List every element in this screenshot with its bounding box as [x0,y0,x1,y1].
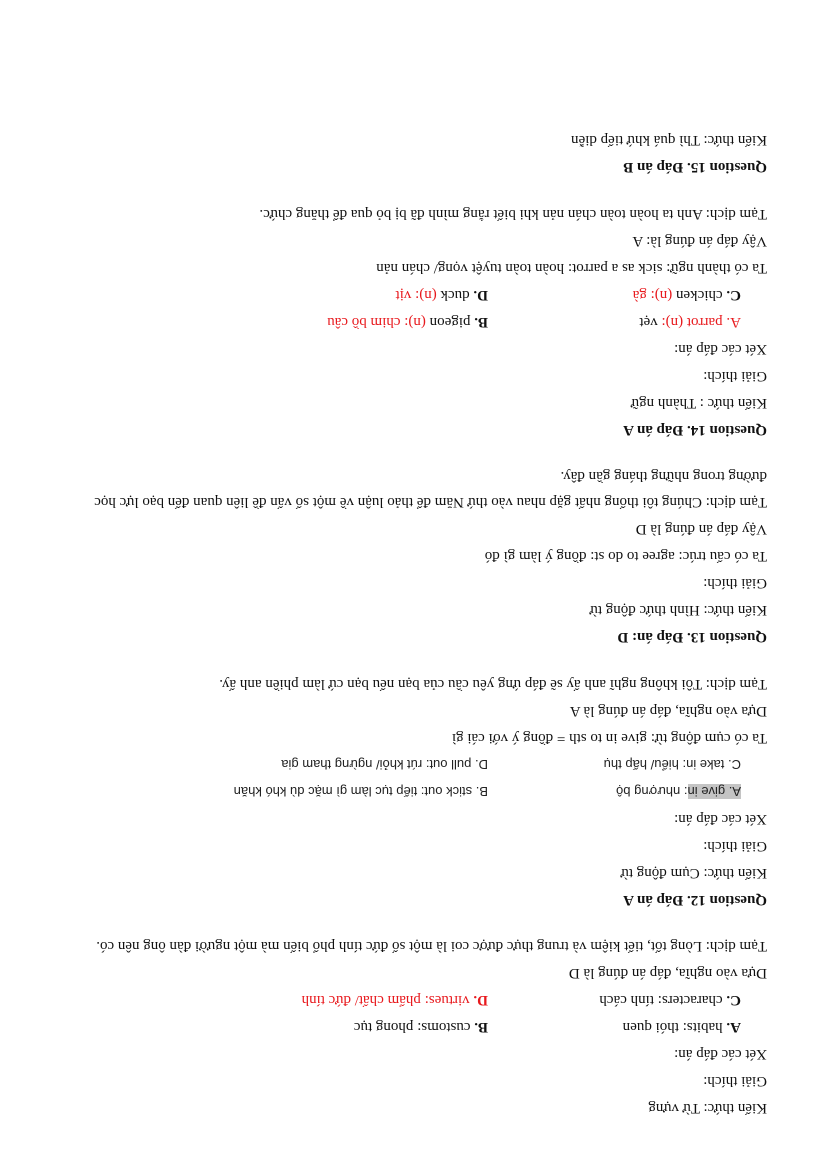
q14-idiom: Ta có thành ngữ: sick as a parrot: hoàn toàn tuyệt vọng/ chán nản [376,260,767,276]
q14-option-b: B. pigeon (n): chim bồ câu [327,314,488,330]
q11-option-a: A. habits: thói quen [622,1019,741,1035]
q13-conclusion: Vậy đáp án đúng là D [635,521,767,537]
section-gap [74,650,767,670]
q11-options-row-1 [74,1013,767,1040]
q14-options-row-2 [74,281,767,308]
section-gap [74,913,767,933]
q12-explain: Giải thích: [703,838,767,854]
q11-option-c: C. characters: tính cách [599,992,741,1008]
q14-explain: Giải thích: [703,368,767,384]
q15-heading: Question 15. Đáp án B [623,159,767,175]
q11-consider: Xét các đáp án: [674,1046,767,1062]
q11-options-row-2 [74,986,767,1013]
q13-explain: Giải thích: [703,575,767,591]
q13-translation: Tạm dịch: Chúng tôi thống nhất gặp nhau vào thứ Năm để thảo luận về một số vấn đề liên quan đến bạo lực học đường trong những tháng gần đây. [94,468,767,510]
q15-knowledge: Kiến thức: Thì quá khứ tiếp diễn [571,132,767,148]
q14-consider: Xét các đáp án: [674,341,767,357]
q12-heading: Question 12. Đáp án A [623,892,767,908]
q12-consider: Xét các đáp án: [674,811,767,827]
q14-conclusion: Vậy đáp án đúng là: A [632,233,767,249]
q11-translation: Tạm dịch: Lòng tốt, tiết kiệm và trung thực được coi là một số đức tính phổ biến mà một người đàn ông nên có. [96,938,767,954]
q12-option-d: D. pull out: rút khỏi/ ngừng tham gia [281,757,488,772]
answer-key-content [74,126,767,1121]
q14-knowledge: Kiến thức : Thành ngữ [631,395,767,411]
q11-conclusion: Dựa vào nghĩa, đáp án đúng là D [568,965,767,981]
q12-options-row-1 [74,778,767,805]
q14-option-a: A. parrot (n): vẹt [639,314,741,330]
q13-structure: Ta có cấu trúc: agree to do st: đồng ý làm gì đó [484,548,767,564]
q13-heading: Question 13. Đáp án: D [617,629,767,645]
q14-heading: Question 14. Đáp án A [623,422,767,438]
highlighted-text: A. give in [687,784,741,799]
q13-knowledge: Kiến thức: Hình thức động từ [589,602,767,618]
q14-translation: Tạm dịch: Anh ta hoàn toàn chán nản khi biết rằng mình đã bị bỏ qua để thăng chức. [259,206,767,222]
q12-option-a: A. give in: nhượng bộ [616,784,741,799]
q11-option-d: D. virtues: phẩm chất/ đức tính [301,992,488,1008]
q12-translation: Tạm dịch: Tôi không nghĩ anh ấy sẽ đáp ứng yêu cầu của bạn nếu bạn cứ làm phiền anh ấy. [219,676,767,692]
q14-option-d: D. duck (n): vịt [395,287,488,303]
q12-option-b: B. stick out: tiếp tục làm gì mặc dù khó khăn [233,784,488,799]
q11-explain: Giải thích: [703,1073,767,1089]
q12-knowledge: Kiến thức: Cụm động từ [620,865,767,881]
q14-option-c: C. chicken (n): gà [632,287,741,303]
section-gap [74,443,767,463]
q12-options-row-2 [74,751,767,778]
q12-option-c: C. take in: hiểu/ hấp thụ [603,757,741,772]
section-gap [74,180,767,200]
q11-knowledge: Kiến thức: Từ vựng [648,1100,767,1116]
q11-option-b: B. customs: phong tục [353,1019,488,1035]
q14-options-row-1 [74,308,767,335]
q12-phrase: Ta có cụm động từ: give in to sth = đồng ý với cái gì [451,730,767,746]
q12-conclusion: Dựa vào nghĩa, đáp án đúng là A [569,703,767,719]
